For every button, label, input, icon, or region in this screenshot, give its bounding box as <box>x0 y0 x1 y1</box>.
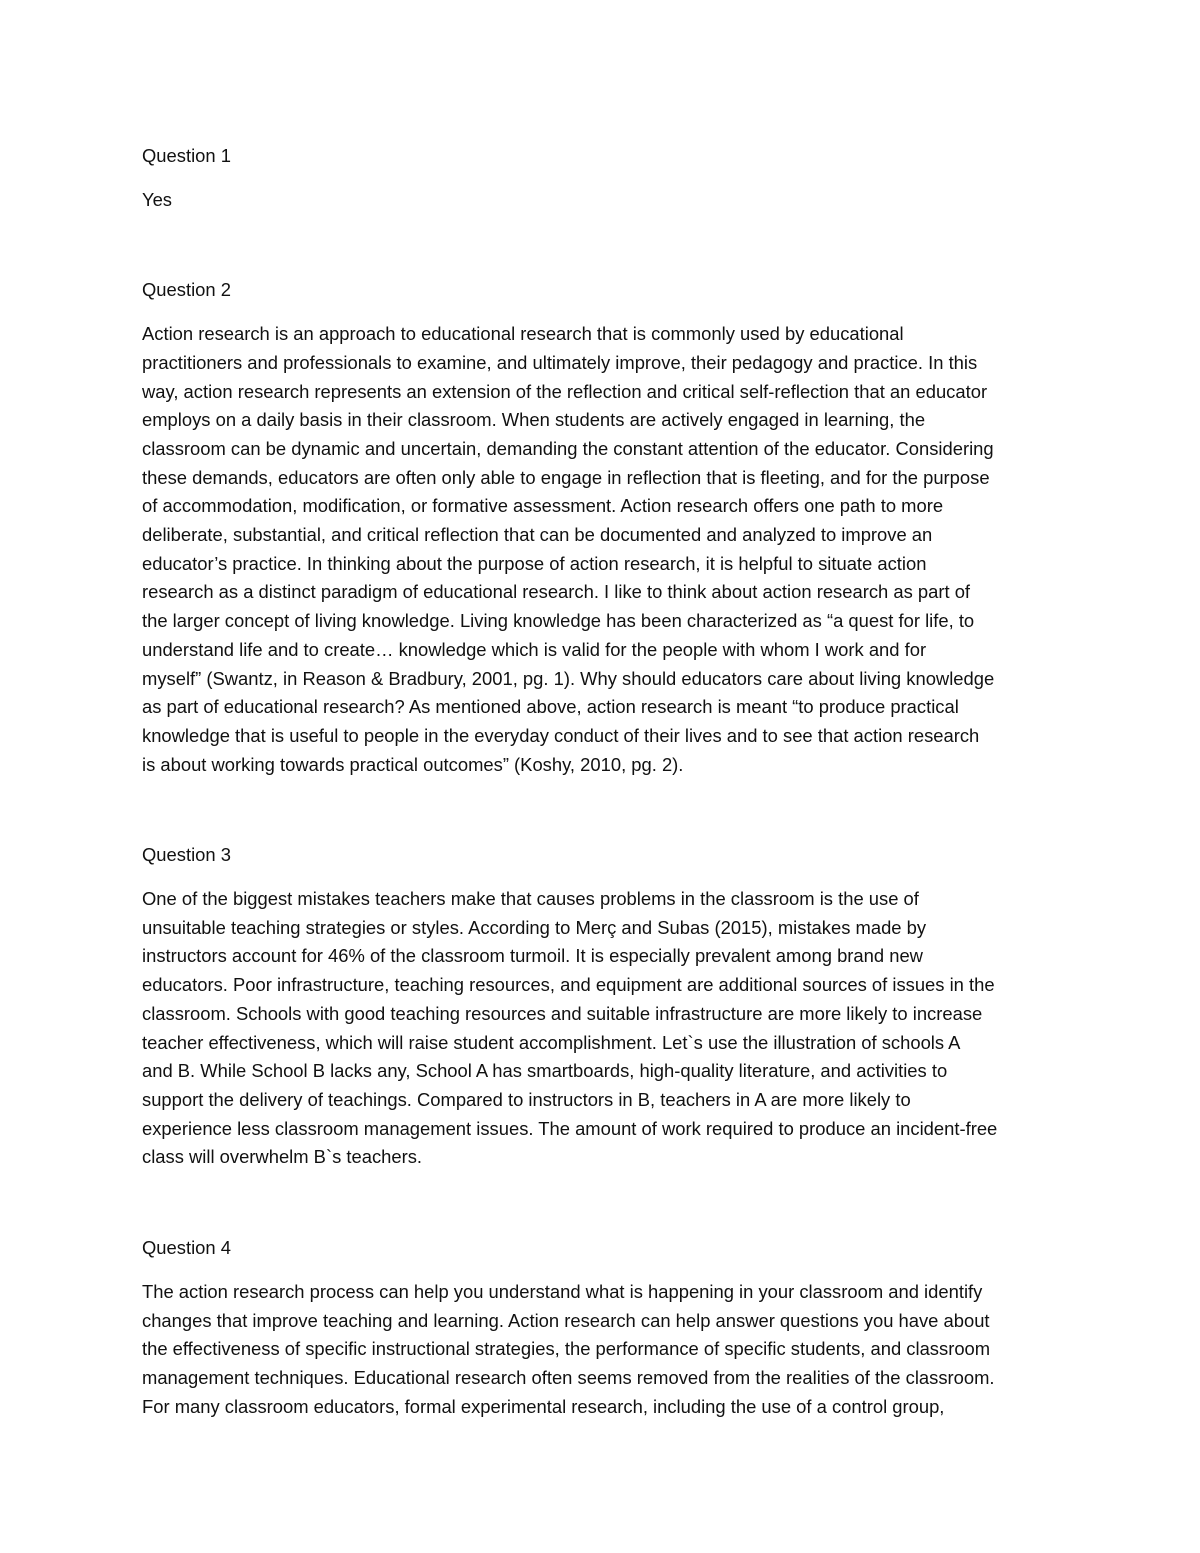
paragraph-line: teacher effectiveness, which will raise student accomplishment. Let`s use the illustration of schools A <box>142 1031 961 1053</box>
paragraph-line: The action research process can help you understand what is happening in your classroom and identify <box>142 1280 983 1302</box>
paragraph-line: changes that improve teaching and learning. Action research can help answer questions you have about <box>142 1309 990 1331</box>
paragraph-line: classroom can be dynamic and uncertain, demanding the constant attention of the educator. Considering <box>142 437 994 459</box>
question-1-heading: Question 1 <box>142 145 231 166</box>
paragraph-line: and B. While School B lacks any, School A has smartboards, high-quality literature, and activities to <box>142 1060 948 1082</box>
paragraph-line: educator’s practice. In thinking about the purpose of action research, it is helpful to situate action <box>142 552 927 574</box>
paragraph-line: these demands, educators are often only able to engage in reflection that is fleeting, and for the purpose <box>142 466 990 488</box>
paragraph-line: instructors account for 46% of the classroom turmoil. It is especially prevalent among brand new <box>142 945 923 967</box>
paragraph-line: classroom. Schools with good teaching resources and suitable infrastructure are more likely to increase <box>142 1002 983 1024</box>
paragraph-line: employs on a daily basis in their classroom. When students are actively engaged in learning, the <box>142 409 926 431</box>
paragraph-line: of accommodation, modification, or formative assessment. Action research offers one path to more <box>142 495 944 517</box>
paragraph-line: deliberate, substantial, and critical reflection that can be documented and analyzed to improve an <box>142 524 933 546</box>
paragraph-line: the larger concept of living knowledge. Living knowledge has been characterized as “a quest for life, to <box>142 610 975 632</box>
paragraph-line: as part of educational research? As mentioned above, action research is meant “to produce practical <box>142 696 959 718</box>
question-4-answer <box>142 1278 1067 1422</box>
question-4-heading: Question 4 <box>142 1237 231 1259</box>
paragraph-line: Action research is an approach to educational research that is commonly used by educational <box>142 323 904 345</box>
paragraph-line: support the delivery of teachings. Compared to instructors in B, teachers in A are more likely to <box>142 1088 911 1110</box>
question-2-answer <box>142 320 1067 779</box>
document-body <box>142 142 1067 1421</box>
paragraph-line: the effectiveness of specific instructional strategies, the performance of specific students, and classroom <box>142 1338 991 1360</box>
paragraph-line: unsuitable teaching strategies or styles. According to Merç and Subas (2015), mistakes made by <box>142 916 927 938</box>
paragraph-line: management techniques. Educational research often seems removed from the realities of the classroom. <box>142 1366 995 1388</box>
paragraph-line: is about working towards practical outcomes” (Koshy, 2010, pg. 2). <box>142 753 684 775</box>
paragraph-line: research as a distinct paradigm of educational research. I like to think about action research as part of <box>142 581 971 603</box>
question-1-answer: Yes <box>142 188 173 210</box>
paragraph-line: practitioners and professionals to examine, and ultimately improve, their pedagogy and practice. In this <box>142 351 978 373</box>
paragraph-line: way, action research represents an extension of the reflection and critical self-reflection that an educator <box>142 380 988 402</box>
question-3-answer <box>142 885 1067 1172</box>
question-3-heading: Question 3 <box>142 844 231 866</box>
paragraph-line: One of the biggest mistakes teachers make that causes problems in the classroom is the use of <box>142 888 919 910</box>
question-2-heading: Question 2 <box>142 279 231 301</box>
paragraph-line: class will overwhelm B`s teachers. <box>142 1146 423 1168</box>
paragraph-line: experience less classroom management issues. The amount of work required to produce an incident-free <box>142 1117 998 1139</box>
paragraph-line: myself” (Swantz, in Reason & Bradbury, 2001, pg. 1). Why should educators care about living knowledge <box>142 667 995 689</box>
paragraph-line: understand life and to create… knowledge which is valid for the people with whom I work and for <box>142 638 927 660</box>
paragraph-line: knowledge that is useful to people in the everyday conduct of their lives and to see that action research <box>142 724 980 746</box>
paragraph-line: educators. Poor infrastructure, teaching resources, and equipment are additional sources of issues in the <box>142 974 995 996</box>
paragraph-line: For many classroom educators, formal experimental research, including the use of a control group, <box>142 1395 945 1417</box>
